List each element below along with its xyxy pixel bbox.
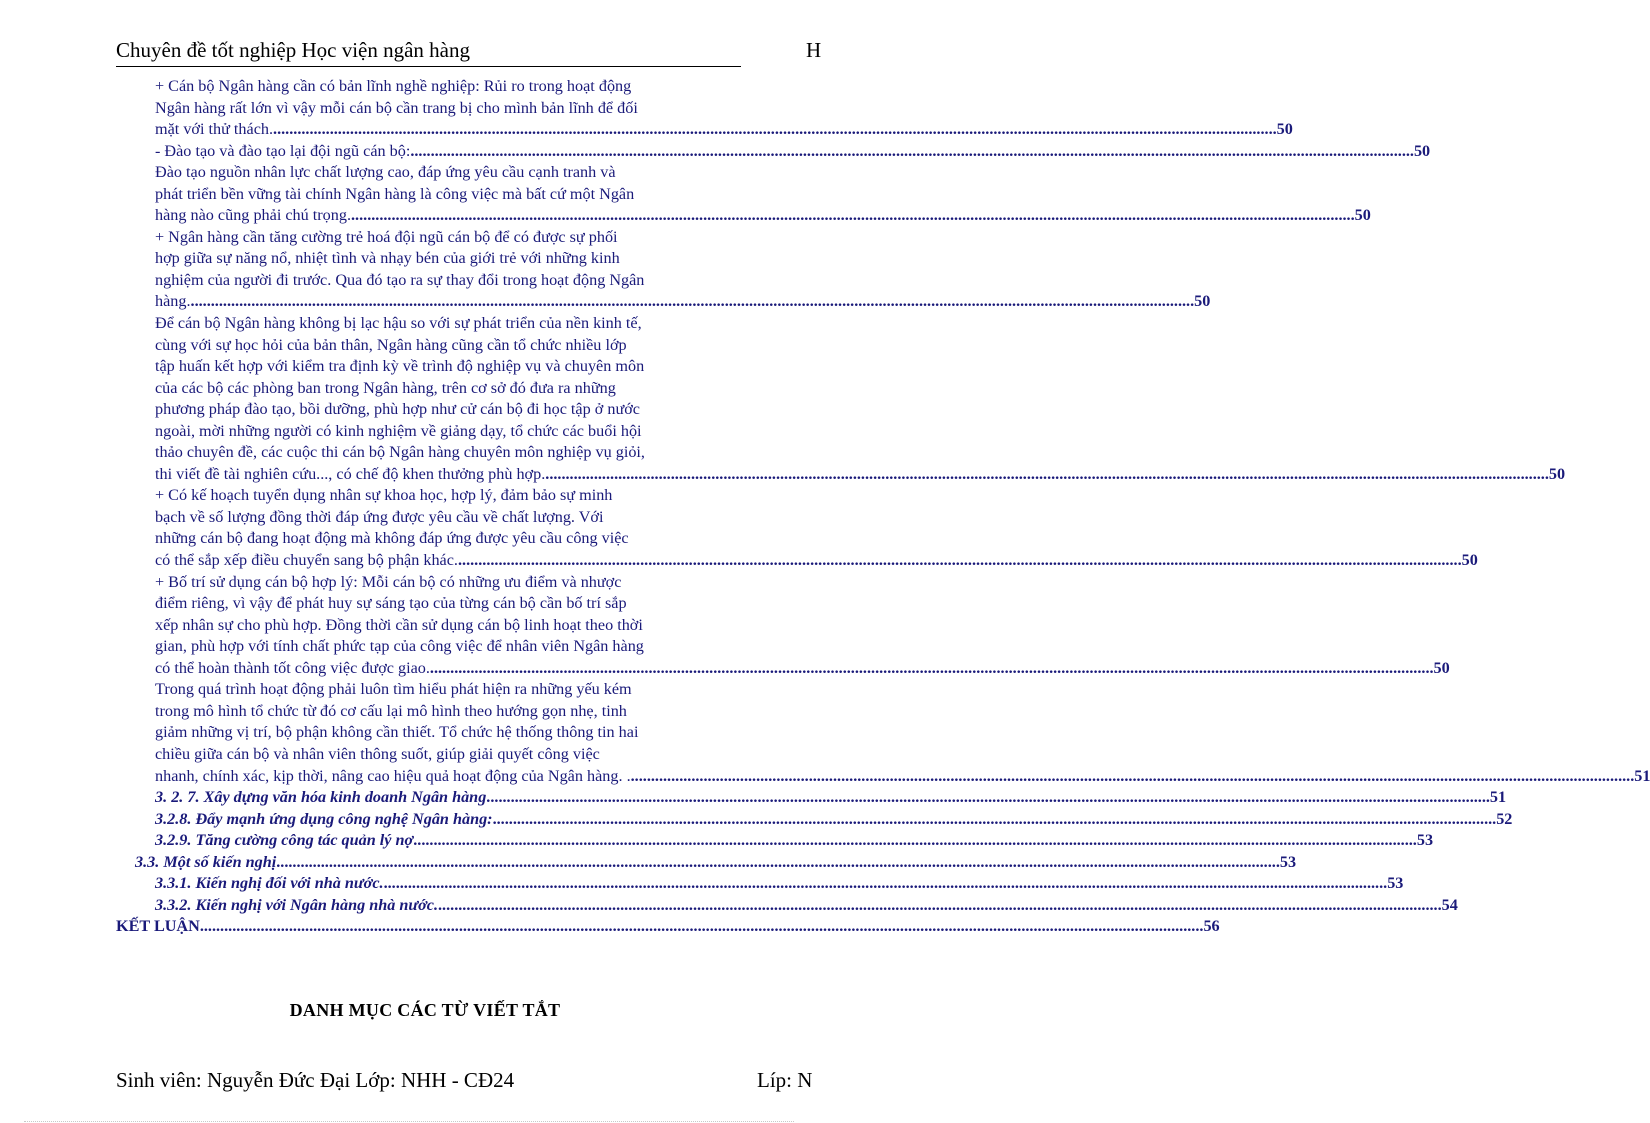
page-footer-class: Líp: N [757,1068,813,1092]
dot-leader [200,916,1204,938]
toc-entry-line: Ngân hàng rất lớn vì vậy mỗi cán bộ cần trang bị cho mình bản lĩnh để đối [155,98,638,117]
toc-page-number: 51 [1489,788,1507,807]
toc-entry-line: nghiệm của người đi trước. Qua đó tạo ra sự thay đổi trong hoạt động Ngân [155,270,645,289]
toc-entry-last-line [155,550,1478,572]
toc-entry[interactable] [155,873,1404,895]
toc-entry[interactable] [155,313,1566,485]
dot-leader [486,787,1490,809]
dot-leader [276,852,1280,874]
dot-leader [410,141,1414,163]
toc-entry-last-line [155,141,1431,163]
toc-entry[interactable] [155,679,1650,787]
toc-page-number: 50 [1548,464,1566,483]
dot-leader [430,658,1434,680]
toc-entry-last-line [155,830,1434,852]
toc-entry[interactable] [155,76,1293,141]
toc-entry[interactable] [155,485,1478,571]
section-title: DANH MỤC CÁC TỪ VIẾT TẮT [289,1000,561,1020]
toc-entry-text: 3.2.8. Đẩy mạnh ứng dụng công nghệ Ngân hàng: [155,809,493,828]
toc-entry-line: phát triển bền vững tài chính Ngân hàng là công việc mà bất cứ một Ngân [155,184,635,203]
toc-entry-last-line [155,766,1650,788]
toc-entry-line: Đào tạo nguồn nhân lực chất lượng cao, đáp ứng yêu cầu cạnh tranh và [155,163,616,182]
toc-page-number: 51 [1634,766,1650,785]
toc-entry[interactable] [155,895,1458,917]
dot-leader [493,809,1497,831]
dot-leader [273,119,1277,141]
toc-entry-line: giảm những vị trí, bộ phận không cần thiết. Tổ chức hệ thống thông tin hai [155,723,639,742]
toc-entry-line: ngoài, mời những người có kinh nghiệm về giảng dạy, tổ chức các buổi hội [155,421,642,440]
page-footer-student: Sinh viên: Nguyễn Đức Đại Lớp: NHH - CĐ24 [116,1068,515,1092]
dot-leader [458,550,1462,572]
toc-entry-line: phương pháp đào tạo, bồi dưỡng, phù hợp như cử cán bộ đi học tập ở nước [155,400,640,419]
bottom-divider [24,1121,794,1122]
toc-entry-line: xếp nhân sự cho phù hợp. Đồng thời cần sử dụng cán bộ linh hoạt theo thời [155,615,643,634]
toc-entry-text: có thể sắp xếp điều chuyển sang bộ phận khác. [155,551,458,570]
toc-entry-line: thảo chuyên đề, các cuộc thi cán bộ Ngân hàng chuyên môn nghiệp vụ giỏi, [155,443,645,462]
toc-entry[interactable] [116,916,1220,938]
toc-page-number: 56 [1203,917,1220,936]
toc-entry-line: của các bộ các phòng ban trong Ngân hàng, trên cơ sở đó đưa ra những [155,378,616,397]
dot-leader [438,895,1442,917]
toc-entry-last-line [155,464,1566,486]
toc-entry-text: 3.3. Một số kiến nghị [135,852,277,871]
toc-entry-text: hàng nào cũng phải chú trọng. [155,206,351,225]
dot-leader [384,873,1388,895]
toc-entry[interactable] [155,572,1450,680]
page-header-title: Chuyên đề tốt nghiệp Học viện ngân hàng [116,38,471,62]
toc-page-number: 50 [1413,141,1431,160]
toc-entry-text: 3.3.2. Kiến nghị với Ngân hàng nhà nước. [155,895,438,914]
toc-entry[interactable] [155,787,1507,809]
toc-entry-text: có thể hoàn thành tốt công việc được giao. [155,658,430,677]
toc-entry-line: Trong quá trình hoạt động phải luôn tìm hiểu phát hiện ra những yếu kém [155,680,632,699]
toc-entry-line: + Bố trí sử dụng cán bộ hợp lý: Mỗi cán bộ có những ưu điểm và nhược [155,572,622,591]
toc-entry-text: hàng. [155,292,191,311]
toc-entry-line: gian, phù hợp với tính chất phức tạp của công việc để nhân viên Ngân hàng [155,637,644,656]
toc-entry-last-line [116,916,1220,938]
toc-page-number: 53 [1387,874,1404,893]
toc-page-number: 53 [1416,831,1434,850]
dot-leader [413,830,1417,852]
toc-entry-line: hợp giữa sự năng nổ, nhiệt tình và nhạy bén của giới trẻ với những kinh [155,249,620,268]
toc-entry-last-line [155,205,1371,227]
toc-entry[interactable] [155,830,1434,852]
toc-entry-line: + Có kế hoạch tuyển dụng nhân sự khoa học, hợp lý, đảm bảo sự minh [155,486,613,505]
toc-entry-line: điểm riêng, vì vậy để phát huy sự sáng tạo của từng cán bộ cần bố trí sắp [155,594,627,613]
toc-entry-text: 3.2.9. Tăng cường công tác quản lý nợ [155,831,414,850]
toc-page-number: 50 [1461,551,1478,570]
toc-page-number: 50 [1354,206,1371,225]
toc-entry-line: + Cán bộ Ngân hàng cần có bản lĩnh nghề nghiệp: Rủi ro trong hoạt động [155,77,632,95]
toc-page-number: 52 [1496,809,1513,828]
toc-entry-last-line [155,291,1211,313]
toc-entry-line: Để cán bộ Ngân hàng không bị lạc hậu so với sự phát triển của nền kinh tế, [155,314,642,333]
toc-entry-text: KẾT LUẬN [116,917,200,936]
toc-entry-line: trong mô hình tổ chức từ đó cơ cấu lại mô hình theo hướng gọn nhẹ, tinh [155,701,627,720]
dot-leader [631,766,1635,788]
toc-page-number: 50 [1433,658,1450,677]
toc-page-number: 53 [1279,852,1297,871]
toc-page-number: 50 [1276,120,1293,139]
toc-entry-text: 3. 2. 7. Xây dựng văn hóa kinh doanh Ngân hàng [155,788,487,807]
toc-entry-last-line [155,895,1458,917]
toc-entry[interactable] [155,809,1513,831]
toc-entry[interactable] [155,141,1431,163]
dot-leader [191,291,1195,313]
toc-entry-text: - Đào tạo và đào tạo lại đội ngũ cán bộ: [155,141,411,160]
table-of-contents [0,76,1650,938]
toc-entry-text: thi viết đề tài nghiên cứu..., có chế độ khen thưởng phù hợp. [155,464,546,483]
toc-entry-line: những cán bộ đang hoạt động mà không đáp ứng được yêu cầu công việc [155,529,629,548]
dot-leader [545,464,1549,486]
toc-entry-line: chiều giữa cán bộ và nhân viên thông suốt, giúp giải quyết công việc [155,744,600,763]
header-divider [116,66,741,67]
toc-entry-line: cùng với sự học hỏi của bản thân, Ngân hàng cũng cần tổ chức nhiều lớp [155,335,627,354]
toc-entry-line: bạch về số lượng đồng thời đáp ứng được yêu cầu về chất lượng. Với [155,507,604,526]
toc-entry-last-line [135,852,1297,874]
toc-entry-text: mặt với thử thách. [155,120,274,139]
toc-entry-line: + Ngân hàng cần tăng cường trẻ hoá đội ngũ cán bộ để có được sự phối [155,227,618,246]
toc-entry-text: nhanh, chính xác, kịp thời, nâng cao hiệu quả hoạt động của Ngân hàng. . [155,766,631,785]
toc-page-number: 54 [1441,895,1458,914]
toc-entry-last-line [155,809,1513,831]
toc-entry[interactable] [135,852,1297,874]
toc-entry[interactable] [155,162,1371,227]
toc-entry-last-line [155,119,1293,141]
toc-entry-last-line [155,873,1404,895]
page-header-overflow: H [806,38,822,62]
toc-entry-last-line [155,787,1507,809]
toc-entry-text: 3.3.1. Kiến nghị đối với nhà nước. [155,874,384,893]
toc-entry[interactable] [155,227,1211,313]
toc-entry-line: tập huấn kết hợp với kiểm tra định kỳ về trình độ nghiệp vụ và chuyên môn [155,357,645,376]
dot-leader [351,205,1355,227]
toc-entry-last-line [155,658,1450,680]
toc-page-number: 50 [1194,292,1211,311]
